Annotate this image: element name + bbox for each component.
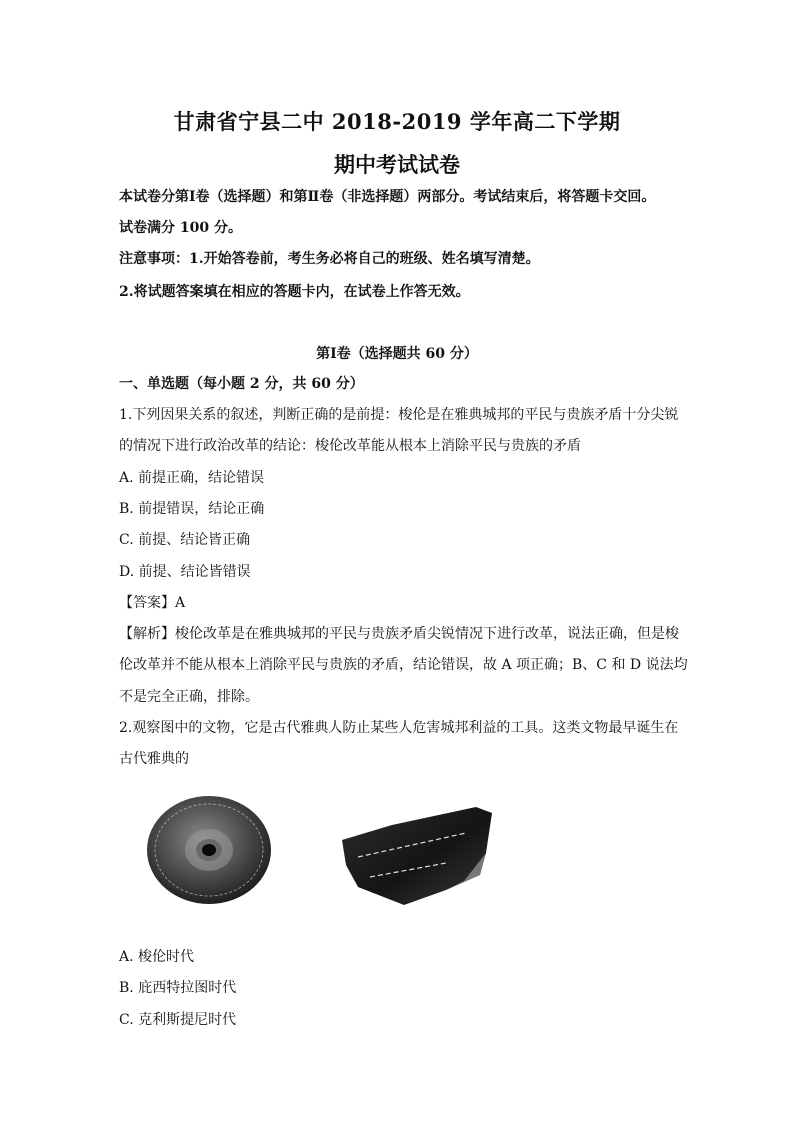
exam-subtitle: 期中考试试卷 bbox=[334, 152, 460, 177]
q1-stem-line-2: 的情况下进行政治改革的结论：梭伦改革能从根本上消除平民与贵族的矛盾 bbox=[119, 438, 581, 454]
q2-option-c: C. 克利斯提尼时代 bbox=[119, 1012, 237, 1028]
q1-analysis-line-1: 【解析】梭伦改革是在雅典城邦的平民与贵族矛盾尖锐情况下进行改革，说法正确，但是梭 bbox=[119, 626, 679, 642]
note-line-2: 2.将试题答案填在相应的答题卡内，在试卷上作答无效。 bbox=[119, 284, 470, 300]
exam-title: 甘肃省宁县二中 2018-2019 学年高二下学期 bbox=[173, 109, 621, 134]
q1-option-b: B. 前提错误，结论正确 bbox=[119, 501, 265, 517]
q1-option-a: A. 前提正确，结论错误 bbox=[119, 470, 265, 486]
artifact-figures bbox=[146, 795, 526, 920]
q1-option-d: D. 前提、结论皆错误 bbox=[119, 564, 251, 580]
section-title: 第Ⅰ卷（选择题共 60 分） bbox=[316, 346, 478, 362]
q2-stem-line-1: 2.观察图中的文物，它是古代雅典人防止某些人危害城邦利益的工具。这类文物最早诞生在 bbox=[119, 720, 679, 736]
intro-line-1: 本试卷分第Ⅰ卷（选择题）和第Ⅱ卷（非选择题）两部分。考试结束后，将答题卡交回。 bbox=[119, 189, 656, 205]
q1-analysis-line-3: 不是完全正确，排除。 bbox=[119, 689, 259, 705]
q1-analysis-line-2: 伦改革并不能从根本上消除平民与贵族的矛盾，结论错误，故 A 项正确；B、C 和 D 说法均 bbox=[119, 657, 688, 673]
q2-stem-line-2: 古代雅典的 bbox=[119, 751, 189, 767]
part-heading: 一、单选题（每小题 2 分，共 60 分） bbox=[119, 376, 364, 392]
bronze-disc-image bbox=[147, 796, 271, 904]
q1-stem-line-1: 1.下列因果关系的叙述，判断正确的是前提：梭伦是在雅典城邦的平民与贵族矛盾十分尖锐 bbox=[119, 407, 679, 423]
q1-option-c: C. 前提、结论皆正确 bbox=[119, 532, 251, 548]
q2-option-a: A. 梭伦时代 bbox=[119, 949, 195, 965]
q2-option-b: B. 庇西特拉图时代 bbox=[119, 980, 237, 996]
pottery-sherd-image bbox=[342, 807, 492, 905]
q1-answer: 【答案】A bbox=[119, 595, 186, 611]
note-line-1: 注意事项：1.开始答卷前，考生务必将自己的班级、姓名填写清楚。 bbox=[119, 251, 540, 267]
intro-line-2: 试卷满分 100 分。 bbox=[119, 220, 242, 236]
